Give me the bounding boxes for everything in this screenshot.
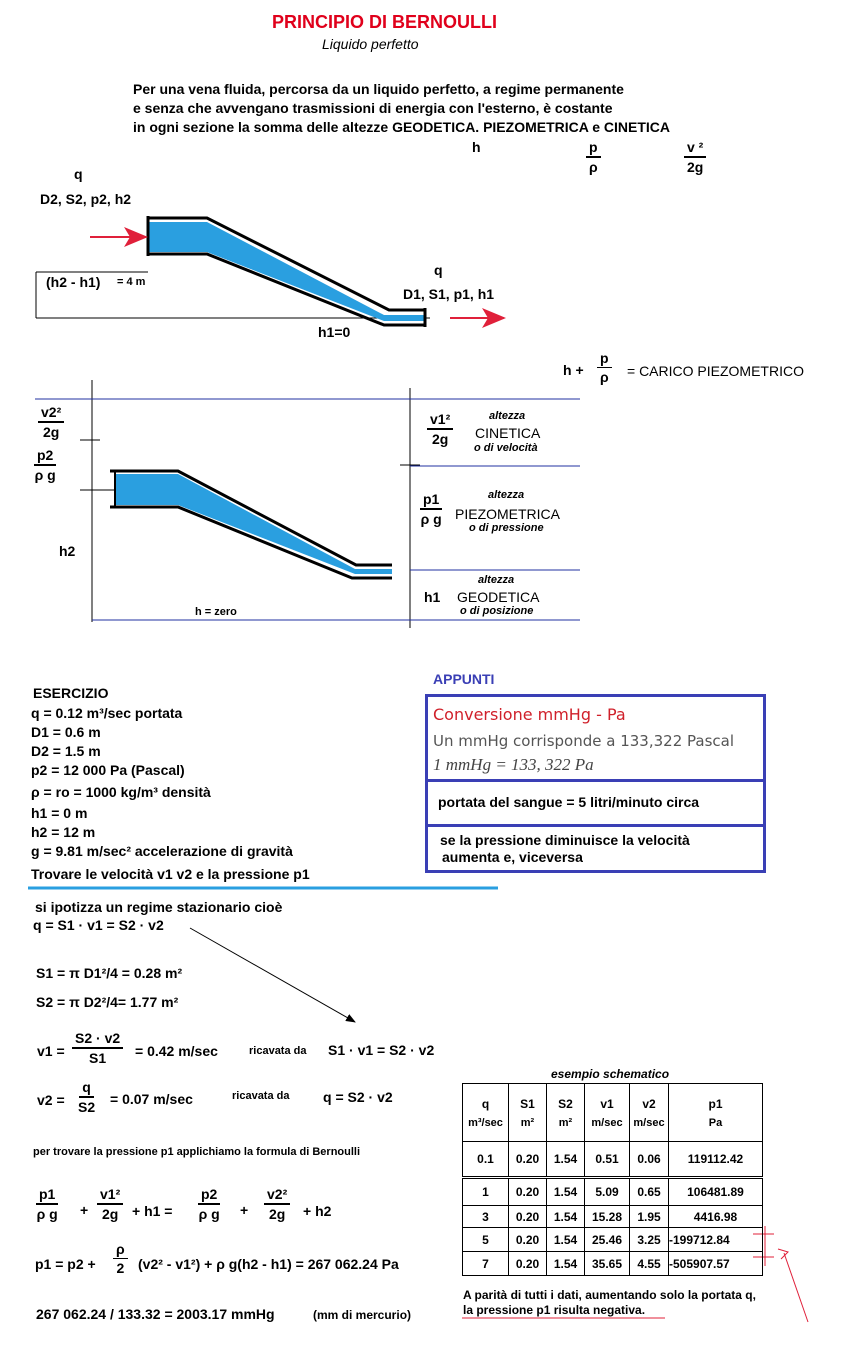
v2-note: ricavata da [232,1090,290,1102]
conversion-formula: 1 mmHg = 133, 322 Pa [433,755,594,774]
piezometrica-label: PIEZOMETRICA [455,506,561,522]
bernoulli-intro: per trovare la pressione p1 applichiamo la formula di Bernoulli [33,1146,361,1158]
pressione-text-2: aumenta e, viceversa [442,849,583,865]
table-row: 1 0.20 1.54 5.09 0.65 106481.89 [463,1178,763,1206]
table-header-cell: q m³/sec [463,1084,509,1142]
pressione-box [425,824,766,873]
table-row: 3 0.20 1.54 15.28 1.95 4416.98 [463,1206,763,1228]
esercizio-line: h2 = 12 m [31,824,96,840]
v2-squared-over-2g: $\frac{\text{v2²}}{2g}$ [38,403,64,441]
table-header-cell: S1 m² [509,1084,547,1142]
rho-over-2: $\frac{\rho}{2}$ [113,1240,128,1277]
p1-over-rho-g: $\frac{p1}{\text{ρ g}}$ [420,491,442,527]
v1-from: S1 · v1 = S2 · v2 [328,1042,435,1058]
p1-lhs: p1 = p2 + [35,1256,96,1272]
q-right-label: q [434,262,443,278]
piezometrica-sub: o di pressione [469,522,544,534]
v1-squared-over-2g: $\frac{\text{v1²}}{2g}$ [427,410,453,448]
table-header-cell: p1 Pa [669,1084,763,1142]
bern-v2-over-2g: $\frac{\text{v2²}}{2g}$ [264,1185,290,1223]
example-table [462,1083,763,1276]
delta-h-label: (h2 - h1) [46,274,101,290]
page-title: PRINCIPIO DI BERNOULLI [272,12,498,32]
page-subtitle: Liquido perfetto [322,36,419,52]
altezza-label-3: altezza [478,574,515,586]
esercizio-line: D1 = 0.6 m [31,724,101,740]
v1-note: ricavata da [249,1045,307,1057]
cinetica-sub: o di velocità [474,442,538,454]
pipe-body-bottom [115,474,392,574]
table-note-2: la pressione p1 risulta negativa. [463,1303,646,1317]
q-left-label: q [74,166,83,182]
intro-line-1: Per una vena fluida, percorsa da un liquido perfetto, a regime permanente [133,81,624,97]
h1-label: h1 [424,589,441,605]
bern-p1-over-rho-g: $\frac{p1}{\text{ρ g}}$ [36,1186,58,1222]
intro-line-3: in ogni sezione la somma delle altezze GEODETICA. PIEZOMETRICA e CINETICA [133,119,671,135]
section-2-label: D2, S2, p2, h2 [40,191,132,207]
esercizio-line: p2 = 12 000 Pa (Pascal) [31,762,185,778]
altezza-label-1: altezza [489,410,526,422]
table-row: 5 0.20 1.54 25.46 3.25 -199712.84 [463,1228,763,1252]
table-note-1: A parità di tutti i dati, aumentando solo la portata q, [463,1288,756,1302]
delta-h-value: = 4 m [117,276,146,288]
esercizio-line: Trovare le velocità v1 v2 e la pressione p1 [31,866,310,882]
h2-label: h2 [59,543,76,559]
bern-h2: + h2 [303,1203,332,1219]
s2-formula: S2 = π D2²/4= 1.77 m² [36,994,179,1010]
portata-text: portata del sangue = 5 litri/minuto circa [438,794,700,810]
table-header-row [463,1084,763,1142]
table-row: 7 0.20 1.54 35.65 4.55 -505907.57 [463,1252,763,1276]
term-h: h [472,139,481,155]
carico-h-plus: h + [563,362,584,378]
p2-over-rho-g: $\frac{p2}{\text{ρ g}}$ [34,447,56,483]
v2-lhs: v2 = [37,1092,65,1108]
esercizio-line: ρ = ro = 1000 kg/m³ densità [31,784,211,800]
v2-fraction: $\frac{q}{S2}$ [78,1079,96,1115]
esercizio-line: h1 = 0 m [31,805,88,821]
h-zero-label: h = zero [195,606,237,618]
h1-zero-label: h1=0 [318,324,351,340]
bern-plus-2: + [240,1202,249,1218]
intro-line-2: e senza che avvengano trasmissioni di energia con l'esterno, è costante [133,100,613,116]
final-unit: (mm di mercurio) [313,1308,412,1322]
pointer-arrow [190,928,355,1022]
p1-result: (v2² - v1²) + ρ g(h2 - h1) = 267 062.24 Pa [138,1256,399,1272]
geodetica-sub: o di posizione [460,605,534,617]
esercizio-line: D2 = 1.5 m [31,743,101,759]
v1-lhs: v1 = [37,1043,65,1059]
conversion-title: Conversione mmHg - Pa [433,705,626,724]
section-1-label: D1, S1, p1, h1 [403,286,495,302]
term-p-over-rho: $\frac{p}{\rho}$ [586,138,601,176]
esercizio-line: q = 0.12 m³/sec portata [31,705,183,721]
table-header-cell: S2 m² [547,1084,585,1142]
solution-line-1: si ipotizza un regime stazionario cioè [35,899,283,915]
pressione-text-1: se la pressione diminuisce la velocità [440,832,690,848]
geodetica-label: GEODETICA [457,589,540,605]
solution-line-2: q = S1 · v1 = S2 · v2 [33,917,164,933]
v2-result: = 0.07 m/sec [110,1091,193,1107]
conversion-box [425,694,766,782]
altezza-label-2: altezza [488,489,525,501]
portata-box [425,779,766,827]
v1-fraction: $\frac{S2 \cdot v2}{S1}$ [72,1029,123,1067]
table-row: 0.1 0.20 1.54 0.51 0.06 119112.42 [463,1142,763,1178]
carico-p-over-rho: $\frac{p}{\rho}$ [597,349,612,386]
cinetica-label: CINETICA [475,425,541,441]
s1-formula: S1 = π D1²/4 = 0.28 m² [36,965,183,981]
term-v2-over-2g: $\frac{\text{v ²}}{2g}$ [684,138,706,176]
bern-p2-over-rho-g: $\frac{p2}{\text{ρ g}}$ [198,1186,220,1222]
bern-v1-over-2g: $\frac{\text{v1²}}{2g}$ [97,1185,123,1223]
appunti-label: APPUNTI [433,671,495,687]
table-caption: esempio schematico [551,1067,670,1081]
conversion-text: Un mmHg corrisponde a 133,322 Pascal [433,732,734,750]
esercizio-line: g = 9.81 m/sec² accelerazione di gravità [31,843,293,859]
table-header-cell: v1 m/sec [585,1084,630,1142]
v1-result: = 0.42 m/sec [135,1043,218,1059]
carico-label: = CARICO PIEZOMETRICO [627,363,804,379]
table-header-cell: v2 m/sec [630,1084,669,1142]
v2-from: q = S2 · v2 [323,1089,393,1105]
bern-h1-equals: + h1 = [132,1203,173,1219]
esercizio-heading: ESERCIZIO [33,685,109,701]
final-result: 267 062.24 / 133.32 = 2003.17 mmHg [36,1306,275,1322]
bern-plus-1: + [80,1202,89,1218]
